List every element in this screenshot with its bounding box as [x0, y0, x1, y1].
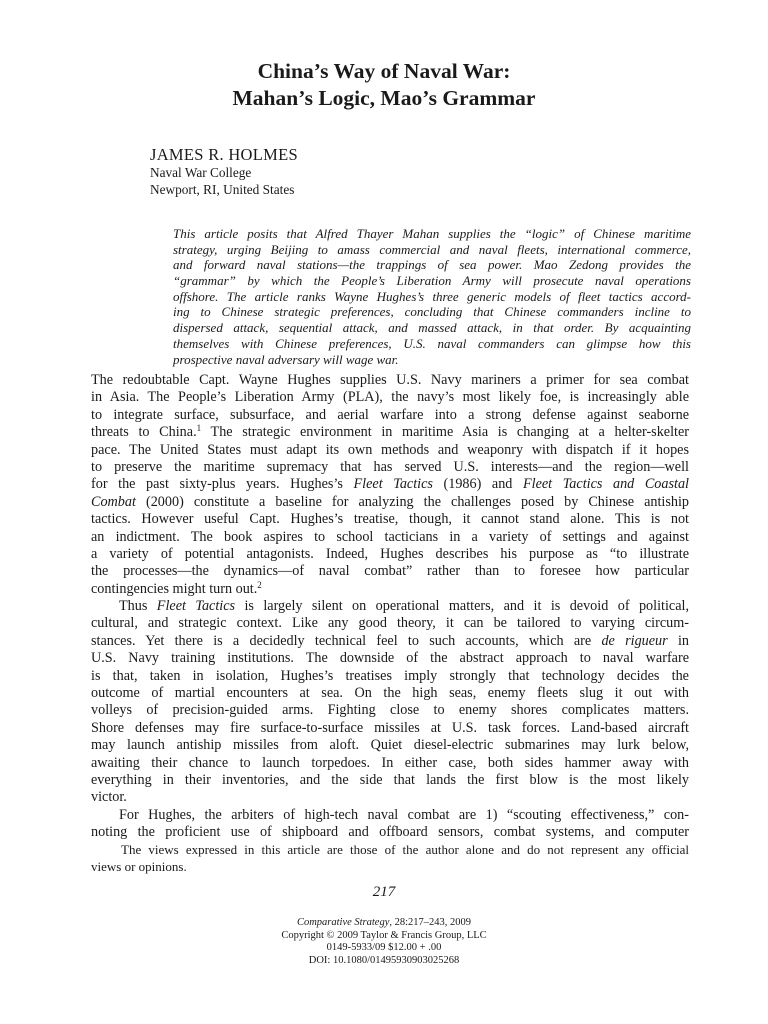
body-line: an indictment. The book aspires to school tacticians in a variety of settings and against: [91, 528, 689, 545]
title-line-2: Mahan’s Logic, Mao’s Grammar: [232, 86, 536, 110]
body-line: to preserve the maritime supremacy that has served U.S. interests—and the region—well: [91, 458, 689, 475]
author-institution: Naval War College: [150, 165, 252, 180]
body-text-span: (1986) and: [432, 476, 523, 493]
abstract-line: strategy, urging Beijing to amass commercial and naval fleets, international commerce,: [173, 241, 691, 257]
body-line: everything in their inventories, and the side that lands the first blow is the most likely: [91, 771, 689, 788]
body-text-span: stances. Yet there is a decidedly technical feel to such accounts, which are: [91, 632, 602, 649]
body-line: For Hughes, the arbiters of high-tech naval combat are 1) “scouting effectiveness,” con-: [119, 806, 689, 823]
abstract-line: prospective naval adversary will wage war.: [173, 351, 399, 367]
body-text-span: threats to China.: [91, 424, 197, 441]
footnote-line: views or opinions.: [91, 859, 187, 874]
book-title: Fleet Tactics and Coastal: [522, 476, 689, 493]
journal-copyright: Copyright © 2009 Taylor & Francis Group, LLC: [281, 929, 487, 941]
abstract-line: offshore. The article ranks Wayne Hughes’s three generic models of fleet tactics accord-: [173, 288, 691, 304]
journal-doi[interactable]: DOI: 10.1080/01495930903025268: [308, 954, 460, 966]
journal-citation: , 28:217–243, 2009: [389, 917, 472, 928]
abstract: [173, 226, 691, 367]
body-line: [91, 424, 689, 441]
footnote-ref-1[interactable]: 1: [196, 423, 202, 434]
body-line: tactics. However useful Capt. Hughes’s treatise, though, it cannot stand alone. This is not: [91, 511, 689, 528]
footnote: [91, 841, 689, 875]
footnote-line: The views expressed in this article are those of the author alone and do not represent any official: [121, 842, 689, 857]
body-line: [91, 476, 689, 493]
body-line: The redoubtable Capt. Wayne Hughes supplies U.S. Navy mariners a primer for sea combat: [91, 372, 689, 388]
footnote-ref-2[interactable]: 2: [257, 579, 262, 590]
body-line: awaiting their chance to launch torpedoes. In either case, both sides hammer away with: [91, 754, 689, 771]
body-line: noting the proficient use of shipboard and offboard sensors, combat systems, and computer: [91, 824, 689, 841]
journal-citation-line: [0, 917, 768, 930]
abstract-line: and forward naval stations—the trappings of sea power. Mao Zedong provides the: [173, 257, 691, 273]
body-line: pace. The United States must adapt its own methods and weaponry with dispatch if it hopes: [91, 441, 689, 458]
author-location: Newport, RI, United States: [150, 182, 295, 197]
body-text-span: Thus: [119, 598, 157, 615]
body-text-span: for the past sixty-plus years. Hughes’s: [91, 476, 354, 493]
body-text-span: The strategic environment in maritime Asia is changing at a helter-skelter: [201, 424, 690, 441]
article-title: [0, 58, 768, 112]
body-text-span: is largely silent on operational matters, and it is devoid of political,: [235, 598, 689, 615]
body-text: [91, 372, 689, 842]
body-line: outcome of martial encounters at sea. On the high seas, enemy fleets slug it out with: [91, 685, 689, 702]
body-text-span: (2000) constitute a baseline for analyzing the challenges posed by Chinese antiship: [135, 493, 689, 510]
body-line: the processes—the dynamics—of naval combat” rather than to foresee how particular: [91, 563, 689, 580]
body-line: volleys of precision-guided arms. Fighting close to enemy shores complicates matters.: [91, 702, 689, 719]
body-text-span: contingencies might turn out.: [91, 580, 258, 597]
body-line: [91, 633, 689, 650]
body-line: a variety of potential antagonists. Indeed, Hughes describes his purpose as “to illustrate: [91, 545, 689, 562]
abstract-line: ing to Chinese strategic preferences, concluding that Chinese commanders incline to: [173, 304, 691, 320]
body-line: U.S. Navy training institutions. The downside of the abstract approach to naval warfare: [91, 650, 689, 667]
abstract-line: This article posits that Alfred Thayer Mahan supplies the “logic” of Chinese maritime: [173, 226, 691, 241]
body-line: may launch antiship missiles from aloft. Quiet diesel-electric submarines may lurk below,: [91, 737, 689, 754]
emphasis-text: de rigueur: [601, 632, 668, 649]
page-number: 217: [372, 884, 396, 900]
body-line: [91, 494, 689, 511]
title-line-1: China’s Way of Naval War:: [257, 59, 511, 83]
body-line: [91, 581, 689, 598]
journal-issn: 0149-5933/09 $12.00 + .00: [326, 942, 442, 953]
body-line: is that, taken in isolation, Hughes’s treatises imply strongly that technology decides the: [91, 667, 689, 684]
abstract-line: dispersed attack, sequential attack, and massed attack, in that order. By acquainting: [173, 320, 691, 336]
body-text-span: in: [667, 632, 689, 649]
abstract-line: themselves with Chinese preferences, U.S. naval commanders can glimpse how this: [173, 335, 691, 351]
journal-info: [0, 917, 768, 967]
body-line: cultural, and strategic context. Like any good theory, it can be tailored to varying circum-: [91, 615, 689, 632]
body-line: to integrate surface, subsurface, and aerial warfare into a strong defense against seaborne: [91, 406, 689, 423]
body-line: Shore defenses may fire surface-to-surface missiles at U.S. task forces. Land-based aircraft: [91, 719, 689, 736]
author-name: JAMES R. HOLMES: [150, 145, 298, 164]
book-title: Fleet Tactics: [156, 598, 236, 615]
book-title: Fleet Tactics: [353, 476, 433, 493]
book-title: Combat: [91, 493, 136, 510]
abstract-line: “grammar” by which the People’s Liberation Army will prosecute naval operations: [173, 273, 691, 289]
body-line: victor.: [91, 789, 127, 806]
body-line: in Asia. The People’s Liberation Army (PLA), the navy’s most likely foe, is increasingly able: [91, 389, 689, 406]
journal-name: Comparative Strategy: [296, 917, 390, 928]
body-line: [91, 598, 689, 615]
